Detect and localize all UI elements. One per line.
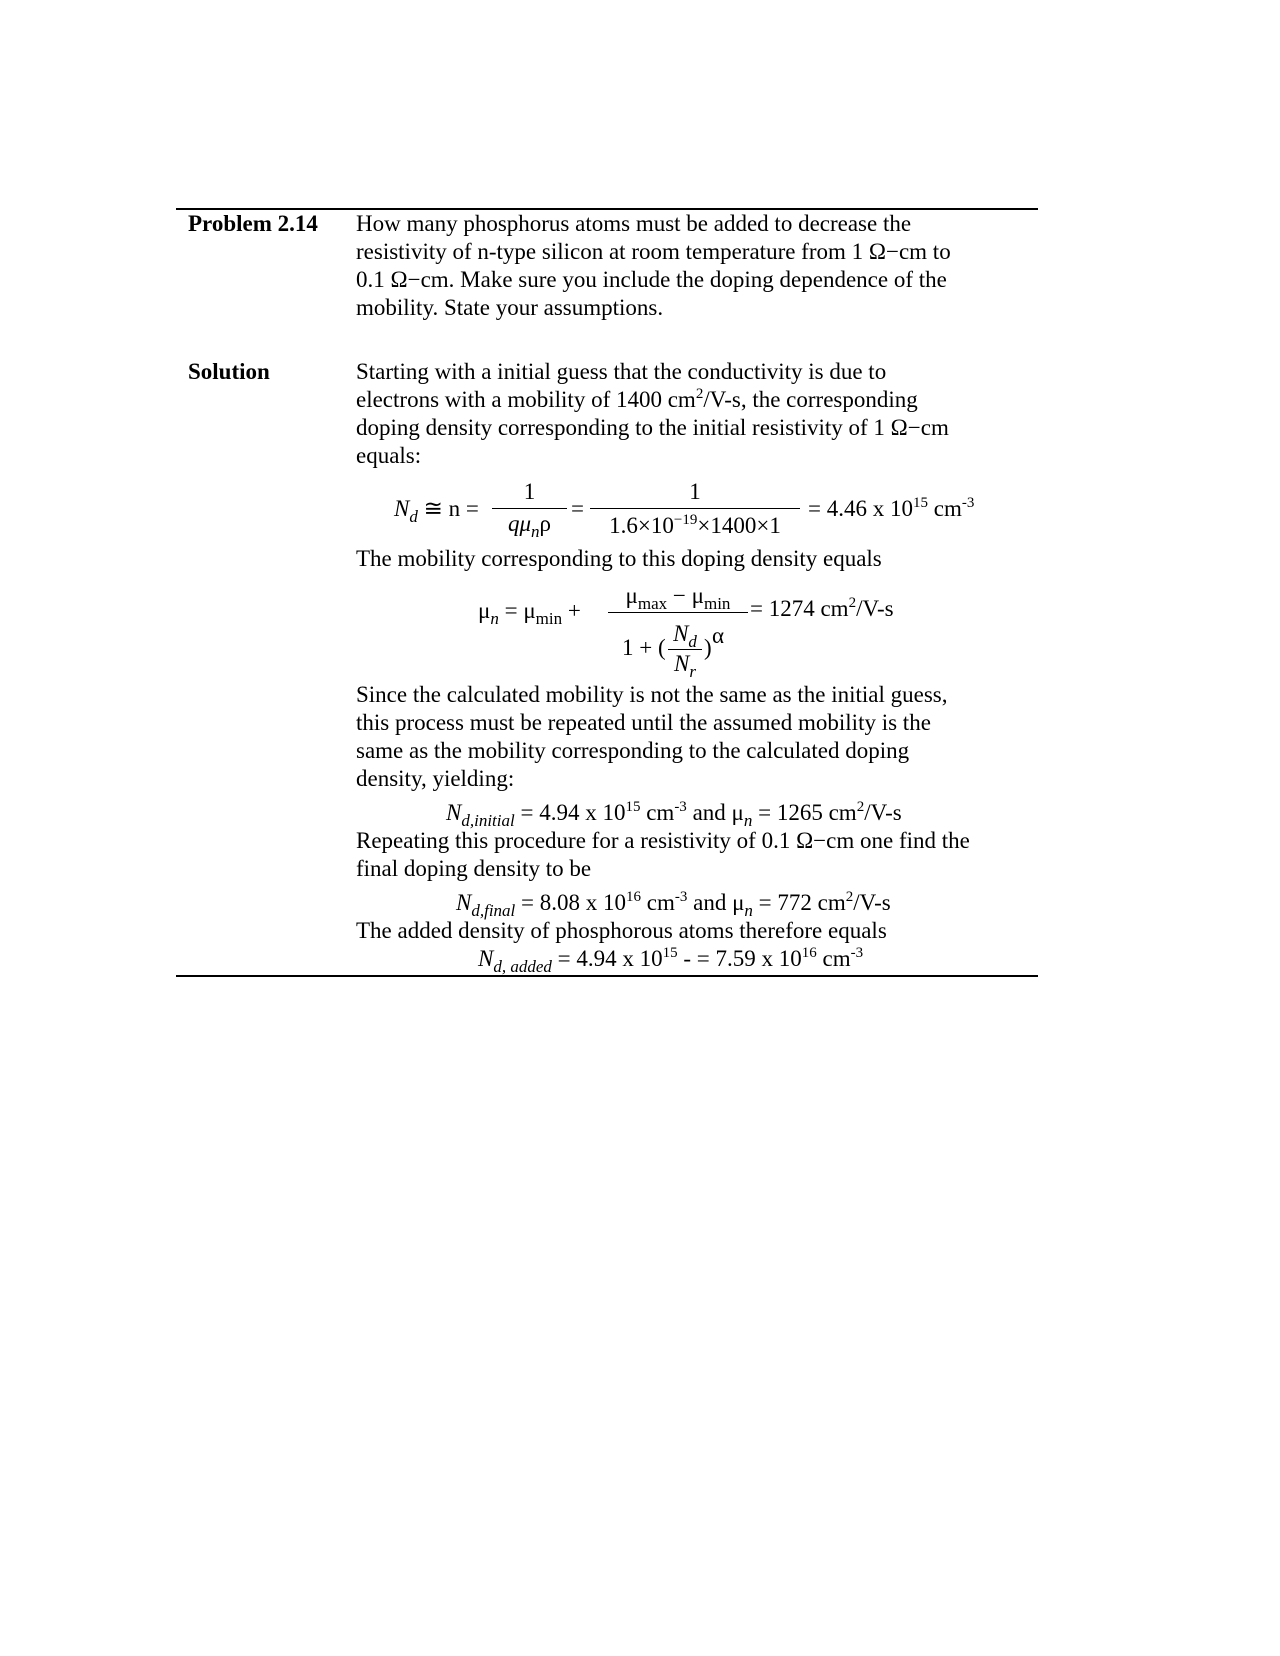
solution-line: Since the calculated mobility is not the same as the initial guess, xyxy=(356,682,948,707)
bottom-rule xyxy=(176,975,1038,977)
solution-intro xyxy=(356,358,1016,470)
eq2-lhs: $\mu_n = \mu_{min}$ + xyxy=(478,598,581,628)
problem-label: Problem 2.14 xyxy=(188,211,318,236)
final-result: $N_{d,final} = 8.08$ x $10^{16}$ $cm^{-3}$ and $\mu_n = 772$ $cm^2/V-s$ xyxy=(456,889,891,920)
solution-line: Repeating this procedure for a resistivity of 0.1 Ω−cm one find the xyxy=(356,828,970,853)
solution-line: density, yielding: xyxy=(356,766,515,791)
added-result: $N_{d, added} = 4.94$ x $10^{15}$ - = 7.59 x $10^{16}$ $cm^{-3}$ xyxy=(478,945,864,976)
problem-line: How many phosphorus atoms must be added to decrease the xyxy=(356,211,912,236)
eq1-fraction-1: 1 $q\mu_n\rho$ xyxy=(492,478,567,540)
solution-line: doping density corresponding to the initial resistivity of 1 Ω−cm xyxy=(356,415,949,440)
solution-line: this process must be repeated until the assumed mobility is the xyxy=(356,710,931,735)
solution-line: electrons with a mobility of 1400 $cm^2/V-s$, the corresponding xyxy=(356,386,918,412)
solution-line: The added density of phosphorous atoms therefore equals xyxy=(356,918,887,943)
solution-label: Solution xyxy=(188,359,270,384)
solution-line: same as the mobility corresponding to the calculated doping xyxy=(356,738,910,763)
eq1-result: = 4.46 x $10^{15}$ $cm^{-3}$ xyxy=(808,495,975,521)
problem-line: mobility. State your assumptions. xyxy=(356,295,664,320)
repeat-text xyxy=(356,681,1016,793)
eq2-result: = 1274 $cm^2/V-s$ xyxy=(750,595,894,621)
repeat2-text xyxy=(356,827,1016,883)
solution-line: The mobility corresponding to this doping density equals xyxy=(356,546,882,571)
eq1-lhs: $N_d$ ≅ n = xyxy=(394,496,479,526)
mobility-text xyxy=(356,545,1016,573)
added-text xyxy=(356,917,1016,945)
solution-line: equals: xyxy=(356,443,422,468)
eq2-denominator: 1 + ( $N_d$ $N_r$ ) α xyxy=(622,621,725,681)
eq2-fraction: $\mu_{max} - \mu_{min}$ 1 + ( $N_d$ $N_r$ ) α xyxy=(608,582,748,678)
problem-line: resistivity of n-type silicon at room temperature from 1 Ω−cm to xyxy=(356,239,951,264)
initial-result: $N_{d,initial} = 4.94$ x $10^{15}$ $cm^{-3}$ and $\mu_n = 1265$ $cm^2/V-s$ xyxy=(446,799,902,830)
eq1-equals: = xyxy=(571,496,584,521)
problem-statement xyxy=(356,210,1016,322)
problem-line: 0.1 Ω−cm. Make sure you include the doping dependence of the xyxy=(356,267,947,292)
eq1-fraction-2: 1 $1.6\times 10^{-19}\times 1400\times 1$ xyxy=(590,478,800,540)
solution-line: Starting with a initial guess that the conductivity is due to xyxy=(356,359,887,384)
solution-line: final doping density to be xyxy=(356,856,592,881)
